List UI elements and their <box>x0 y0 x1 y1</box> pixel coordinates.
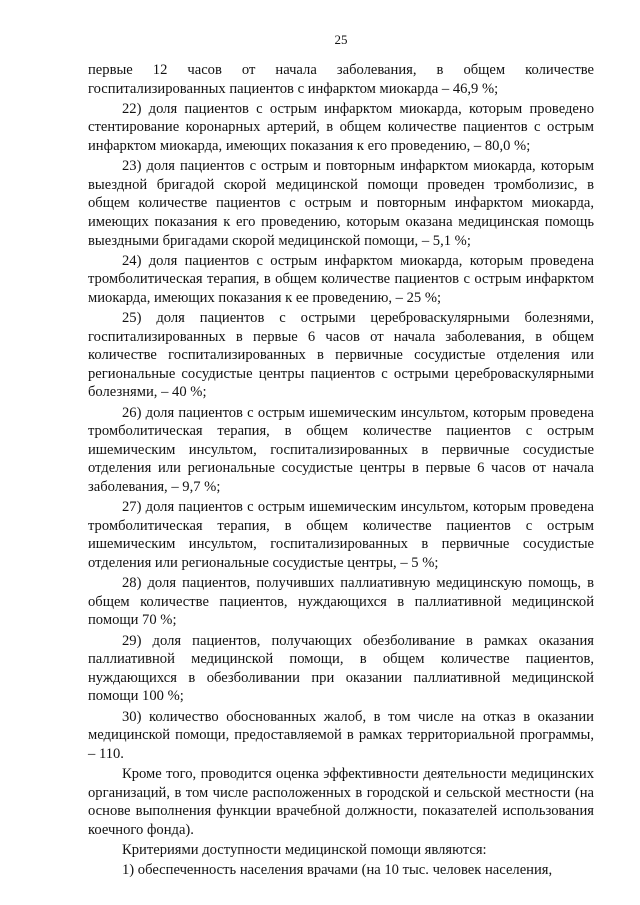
paragraph-item-28: 28) доля пациентов, получивших паллиативную медицинскую помощь, в общем количестве пациентов, нуждающихся в паллиативной медицинской помощи 70 %; <box>88 575 594 629</box>
paragraph-item-22: 22) доля пациентов с острым инфарктом миокарда, которым проведено стентирование коронарных артерий, в общем количестве пациентов с острым инфарктом миокарда, имеющих показания к его проведению, – 80,0 %; <box>88 100 594 154</box>
paragraph-item-25: 25) доля пациентов с острыми цереброваскулярными болезнями, госпитализированных в первые 6 часов от начала заболевания, в общем количестве госпитализированных в первичные сосудистые отделения или региональные сосудистые центры пациентов с острыми цереброваскулярными болезнями, – 40 %; <box>88 310 594 401</box>
paragraph-efficiency-note: Кроме того, проводится оценка эффективности деятельности медицинских организаций, в том числе расположенных в городской и сельской местности (на основе выполнения функции врачебной должности, показателей использования коечного фонда). <box>88 765 594 838</box>
paragraph-item-23: 23) доля пациентов с острым и повторным инфарктом миокарда, которым выездной бригадой скорой медицинской помощи проведен тромболизис, в общем количестве пациентов с острым и повторным инфарктом миокарда, имеющих показания к его проведению, которым оказана медицинская помощь выездными бригадами скорой медицинской помощи, – 5,1 %; <box>88 158 594 249</box>
page-number: 25 <box>334 32 348 47</box>
document-body <box>88 61 594 880</box>
paragraph-item-27: 27) доля пациентов с острым ишемическим инсультом, которым проведена тромболитическая терапия, в общем количестве пациентов с острым ишемическим инсультом, госпитализированных в первичные сосудистые отделения или региональные сосудистые центры, – 5 %; <box>88 499 594 571</box>
paragraph-accessibility-item-1: 1) обеспеченность населения врачами (на 10 тыс. человек населения, <box>122 862 553 879</box>
paragraph-item-30: 30) количество обоснованных жалоб, в том числе на отказ в оказании медицинской помощи, предоставляемой в рамках территориальной программы, – 110. <box>88 708 594 762</box>
paragraph-accessibility-heading: Критериями доступности медицинской помощи являются: <box>122 841 487 858</box>
paragraph-item-24: 24) доля пациентов с острым инфарктом миокарда, которым проведена тромболитическая терапия, в общем количестве пациентов с острым инфарктом миокарда, имеющих показания к ее проведению, – 25 %; <box>88 252 594 306</box>
paragraph-continuation: первые 12 часов от начала заболевания, в общем количестве госпитализированных пациентов с инфарктом миокарда – 46,9 %; <box>88 62 594 97</box>
paragraph-item-29: 29) доля пациентов, получающих обезболивание в рамках оказания паллиативной медицинской помощи, в общем количестве пациентов, нуждающихся в обезболивании при оказании паллиативной медицинской помощи 100 %; <box>88 632 594 705</box>
paragraph-item-26: 26) доля пациентов с острым ишемическим инсультом, которым проведена тромболитическая терапия, в общем количестве пациентов с острым ишемическим инсультом, госпитализированных в первичные сосудистые отделения или региональные сосудистые центры в первые 6 часов от начала заболевания, – 9,7 %; <box>88 404 594 496</box>
